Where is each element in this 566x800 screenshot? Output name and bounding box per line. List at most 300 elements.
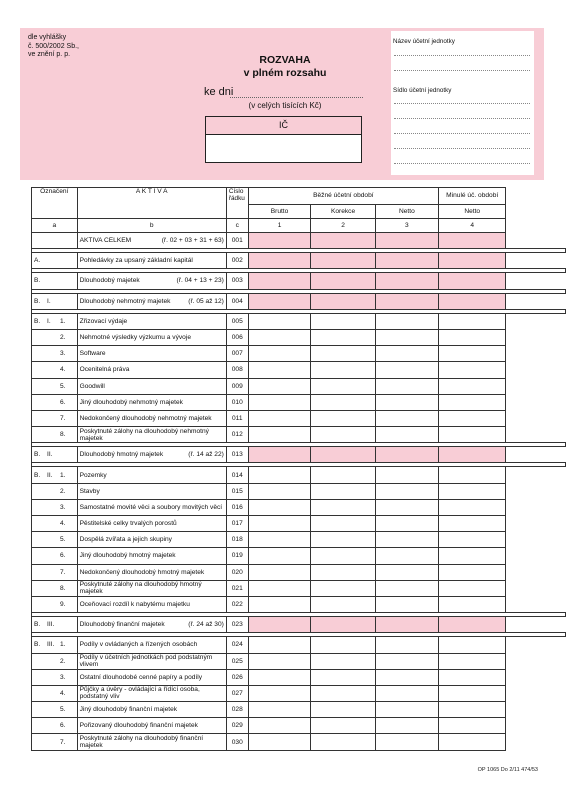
value-cell-gross[interactable] — [248, 346, 311, 362]
value-cell-net-prev[interactable] — [439, 329, 506, 345]
value-cell-net-prev[interactable] — [439, 685, 506, 701]
col-index-1: 1 — [248, 219, 311, 233]
table-row — [32, 516, 566, 532]
value-cell-correction[interactable] — [311, 718, 375, 734]
line-number: 001 — [226, 233, 248, 249]
designation-cell — [32, 273, 78, 289]
designation-cell — [32, 580, 78, 596]
value-cell-net[interactable] — [375, 669, 438, 685]
designation-letter — [34, 585, 47, 592]
value-cell-gross[interactable] — [248, 447, 311, 463]
item-name: Jiný dlouhodobý hmotný majetek — [79, 552, 176, 560]
value-cell-gross[interactable] — [248, 564, 311, 580]
col-current-period: Běžné účetní období — [248, 188, 438, 205]
designation-number: 6. — [60, 398, 66, 406]
value-cell-net-prev[interactable] — [439, 499, 506, 515]
value-cell-net-prev[interactable] — [439, 447, 506, 463]
item-name: Pořizovaný dlouhodobý finanční majetek — [79, 722, 198, 730]
value-cell-net-prev[interactable] — [439, 580, 506, 596]
col-designation: Označení — [32, 188, 78, 219]
col-correction: Korekce — [311, 204, 375, 218]
designation-letter — [34, 504, 47, 511]
item-cell — [77, 499, 226, 515]
value-cell-net[interactable] — [375, 564, 438, 580]
designation-number: 7. — [60, 738, 66, 746]
designation-letter — [34, 399, 47, 406]
value-cell-gross[interactable] — [248, 253, 311, 269]
value-cell-net[interactable] — [375, 499, 438, 515]
line-number: 002 — [226, 253, 248, 269]
value-cell-net-prev[interactable] — [439, 427, 506, 443]
designation-letter — [34, 366, 47, 373]
value-cell-correction[interactable] — [311, 702, 375, 718]
value-cell-net-prev[interactable] — [439, 653, 506, 669]
value-cell-correction[interactable] — [311, 467, 375, 483]
item-name: Nedokončený dlouhodobý hmotný majetek — [79, 568, 205, 576]
entity-seat-line[interactable] — [394, 148, 530, 149]
designation-roman — [47, 658, 60, 665]
value-cell-gross[interactable] — [248, 499, 311, 515]
item-cell — [77, 637, 226, 653]
value-cell-net[interactable] — [375, 253, 438, 269]
value-cell-correction[interactable] — [311, 313, 375, 329]
value-cell-gross[interactable] — [248, 467, 311, 483]
value-cell-net[interactable] — [375, 617, 438, 633]
value-cell-net[interactable] — [375, 233, 438, 249]
value-cell-correction[interactable] — [311, 596, 375, 612]
date-label: ke dni — [204, 86, 234, 98]
value-cell-gross[interactable] — [248, 410, 311, 426]
designation-roman: II. — [47, 451, 53, 459]
designation-roman — [47, 277, 60, 284]
col-index-3: 3 — [375, 219, 438, 233]
value-cell-net[interactable] — [375, 734, 438, 750]
designation-letter — [34, 431, 47, 438]
table-row — [32, 548, 566, 564]
item-formula: (ř. 04 + 13 + 23) — [176, 277, 224, 285]
line-number: 018 — [226, 532, 248, 548]
line-number: 021 — [226, 580, 248, 596]
item-cell — [77, 548, 226, 564]
entity-seat-label: Sídlo účetní jednotky — [393, 87, 452, 94]
value-cell-net-prev[interactable] — [439, 362, 506, 378]
value-cell-net-prev[interactable] — [439, 532, 506, 548]
value-cell-net-prev[interactable] — [439, 253, 506, 269]
item-formula: (ř. 14 až 22) — [188, 451, 224, 459]
designation-cell — [32, 394, 78, 410]
designation-roman: II. — [47, 471, 53, 479]
date-field[interactable] — [230, 97, 363, 98]
item-name: Dlouhodobý finanční majetek — [79, 621, 165, 629]
value-cell-correction[interactable] — [311, 548, 375, 564]
value-cell-net[interactable] — [375, 718, 438, 734]
assets-table — [31, 187, 566, 751]
value-cell-net[interactable] — [375, 548, 438, 564]
item-name: Nedokončený dlouhodobý nehmotný majetek — [79, 414, 212, 422]
designation-cell — [32, 233, 78, 249]
value-cell-gross[interactable] — [248, 293, 311, 309]
value-cell-gross[interactable] — [248, 516, 311, 532]
table-row — [32, 273, 566, 289]
table-row — [32, 669, 566, 685]
item-name: Pěstitelské celky trvalých porostů — [79, 520, 177, 528]
value-cell-net[interactable] — [375, 596, 438, 612]
item-cell — [77, 596, 226, 612]
table-row — [32, 293, 566, 309]
value-cell-correction[interactable] — [311, 253, 375, 269]
designation-roman: I. — [47, 317, 51, 325]
value-cell-gross[interactable] — [248, 734, 311, 750]
table-row — [32, 467, 566, 483]
value-cell-correction[interactable] — [311, 293, 375, 309]
line-number: 013 — [226, 447, 248, 463]
designation-roman — [47, 552, 60, 559]
designation-letter — [34, 520, 47, 527]
table-row — [32, 483, 566, 499]
designation-cell — [32, 702, 78, 718]
col-net: Netto — [375, 204, 438, 218]
value-cell-correction[interactable] — [311, 532, 375, 548]
value-cell-net[interactable] — [375, 378, 438, 394]
value-cell-gross[interactable] — [248, 362, 311, 378]
designation-number: 2. — [60, 487, 66, 495]
designation-roman — [47, 722, 60, 729]
designation-cell — [32, 293, 78, 309]
designation-number: 7. — [60, 568, 66, 576]
designation-number: 1. — [60, 641, 66, 649]
value-cell-net[interactable] — [375, 427, 438, 443]
value-cell-net-prev[interactable] — [439, 637, 506, 653]
value-cell-correction[interactable] — [311, 564, 375, 580]
designation-roman — [47, 585, 60, 592]
value-cell-net-prev[interactable] — [439, 233, 506, 249]
value-cell-net[interactable] — [375, 394, 438, 410]
table-row — [32, 580, 566, 596]
value-cell-correction[interactable] — [311, 637, 375, 653]
designation-cell — [32, 532, 78, 548]
value-cell-correction[interactable] — [311, 516, 375, 532]
item-name: Stavby — [79, 487, 100, 495]
entity-name-line[interactable] — [394, 55, 530, 56]
designation-cell — [32, 313, 78, 329]
line-number: 017 — [226, 516, 248, 532]
table-row — [32, 596, 566, 612]
item-name: Pozemky — [79, 471, 107, 479]
value-cell-gross[interactable] — [248, 548, 311, 564]
value-cell-gross[interactable] — [248, 637, 311, 653]
designation-number: 3. — [60, 673, 66, 681]
table-row — [32, 233, 566, 249]
value-cell-net-prev[interactable] — [439, 273, 506, 289]
item-name: Goodwill — [79, 382, 105, 390]
value-cell-net[interactable] — [375, 637, 438, 653]
col-previous-period: Minulé úč. období — [439, 188, 506, 205]
item-cell — [77, 293, 226, 309]
ic-label: IČ — [206, 117, 361, 135]
line-number: 022 — [226, 596, 248, 612]
value-cell-correction[interactable] — [311, 483, 375, 499]
designation-letter: B. — [34, 471, 41, 479]
value-cell-net[interactable] — [375, 516, 438, 532]
value-cell-net[interactable] — [375, 410, 438, 426]
item-name: Jiný dlouhodobý finanční majetek — [79, 706, 178, 714]
line-number: 005 — [226, 313, 248, 329]
col-gross: Brutto — [248, 204, 311, 218]
line-number: 004 — [226, 293, 248, 309]
value-cell-gross[interactable] — [248, 702, 311, 718]
designation-roman — [47, 601, 60, 608]
value-cell-net-prev[interactable] — [439, 734, 506, 750]
designation-number: 5. — [60, 706, 66, 714]
ic-field[interactable] — [206, 135, 361, 162]
item-cell — [77, 718, 226, 734]
designation-number: 6. — [60, 722, 66, 730]
value-cell-net-prev[interactable] — [439, 718, 506, 734]
designation-number: 4. — [60, 366, 66, 374]
item-cell — [77, 313, 226, 329]
table-row — [32, 427, 566, 443]
designation-roman — [47, 350, 60, 357]
value-cell-gross[interactable] — [248, 718, 311, 734]
designation-number: 3. — [60, 503, 66, 511]
designation-letter — [34, 536, 47, 543]
designation-number: 6. — [60, 552, 66, 560]
value-cell-gross[interactable] — [248, 685, 311, 701]
line-number: 008 — [226, 362, 248, 378]
designation-letter — [34, 350, 47, 357]
designation-cell — [32, 617, 78, 633]
value-cell-gross[interactable] — [248, 273, 311, 289]
value-cell-correction[interactable] — [311, 362, 375, 378]
value-cell-net-prev[interactable] — [439, 346, 506, 362]
value-cell-correction[interactable] — [311, 580, 375, 596]
value-cell-net-prev[interactable] — [439, 293, 506, 309]
entity-seat-line[interactable] — [394, 103, 530, 104]
designation-roman — [47, 520, 60, 527]
value-cell-net-prev[interactable] — [439, 394, 506, 410]
item-cell — [77, 516, 226, 532]
designation-cell — [32, 564, 78, 580]
item-name: Ocenitelná práva — [79, 366, 130, 374]
designation-number: 4. — [60, 689, 66, 697]
value-cell-net-prev[interactable] — [439, 548, 506, 564]
value-cell-net-prev[interactable] — [439, 669, 506, 685]
item-name: Nehmotné výsledky výzkumu a vývoje — [79, 334, 191, 342]
designation-letter — [34, 658, 47, 665]
designation-letter — [34, 552, 47, 559]
designation-cell — [32, 548, 78, 564]
designation-number — [60, 621, 72, 628]
designation-cell — [32, 362, 78, 378]
value-cell-net-prev[interactable] — [439, 516, 506, 532]
line-number: 010 — [226, 394, 248, 410]
value-cell-gross[interactable] — [248, 329, 311, 345]
item-name: Software — [79, 350, 106, 358]
item-cell — [77, 564, 226, 580]
value-cell-gross[interactable] — [248, 596, 311, 612]
entity-seat-line[interactable] — [394, 118, 530, 119]
value-cell-correction[interactable] — [311, 410, 375, 426]
value-cell-gross[interactable] — [248, 313, 311, 329]
designation-number — [60, 451, 72, 458]
form-code: OP 1065 Do 2/11 474/53 — [477, 767, 538, 773]
item-cell — [77, 410, 226, 426]
table-row — [32, 346, 566, 362]
designation-number: 5. — [60, 382, 66, 390]
value-cell-correction[interactable] — [311, 734, 375, 750]
designation-roman: III. — [47, 641, 55, 649]
value-cell-net[interactable] — [375, 273, 438, 289]
value-cell-net[interactable] — [375, 685, 438, 701]
item-cell — [77, 532, 226, 548]
line-number: 014 — [226, 467, 248, 483]
item-cell — [77, 253, 226, 269]
item-formula: (ř. 24 až 30) — [188, 621, 224, 629]
value-cell-gross[interactable] — [248, 669, 311, 685]
item-cell — [77, 233, 226, 249]
value-cell-gross[interactable] — [248, 394, 311, 410]
value-cell-net-prev[interactable] — [439, 313, 506, 329]
value-cell-net[interactable] — [375, 447, 438, 463]
item-name: Dlouhodobý hmotný majetek — [79, 451, 164, 459]
value-cell-gross[interactable] — [248, 427, 311, 443]
item-cell — [77, 394, 226, 410]
value-cell-net[interactable] — [375, 313, 438, 329]
value-cell-net[interactable] — [375, 702, 438, 718]
value-cell-gross[interactable] — [248, 532, 311, 548]
table-row — [32, 718, 566, 734]
value-cell-net-prev[interactable] — [439, 483, 506, 499]
value-cell-correction[interactable] — [311, 669, 375, 685]
designation-letter — [34, 415, 47, 422]
value-cell-correction[interactable] — [311, 427, 375, 443]
form-subtitle: v plném rozsahu — [243, 67, 327, 79]
value-cell-correction[interactable] — [311, 617, 375, 633]
item-cell — [77, 685, 226, 701]
item-name: Ostatní dlouhodobé cenné papíry a podíly — [79, 673, 203, 681]
designation-letter — [34, 334, 47, 341]
item-cell — [77, 378, 226, 394]
item-name: Dlouhodobý nehmotný majetek — [79, 297, 171, 305]
value-cell-net[interactable] — [375, 653, 438, 669]
designation-letter — [34, 601, 47, 608]
value-cell-gross[interactable] — [248, 617, 311, 633]
value-cell-gross[interactable] — [248, 233, 311, 249]
item-cell — [77, 734, 226, 750]
value-cell-net[interactable] — [375, 346, 438, 362]
value-cell-net-prev[interactable] — [439, 596, 506, 612]
entity-seat-line[interactable] — [394, 163, 530, 164]
designation-cell — [32, 346, 78, 362]
entity-seat-line[interactable] — [394, 133, 530, 134]
value-cell-correction[interactable] — [311, 273, 375, 289]
item-name: Dlouhodobý majetek — [79, 277, 140, 285]
value-cell-correction[interactable] — [311, 394, 375, 410]
value-cell-net[interactable] — [375, 329, 438, 345]
value-cell-correction[interactable] — [311, 447, 375, 463]
col-assets: A K T I V A — [77, 188, 226, 219]
value-cell-net[interactable] — [375, 362, 438, 378]
designation-cell — [32, 467, 78, 483]
designation-letter: A. — [34, 257, 41, 265]
designation-letter — [34, 674, 47, 681]
value-cell-net-prev[interactable] — [439, 378, 506, 394]
designation-number: 3. — [60, 350, 66, 358]
value-cell-net[interactable] — [375, 580, 438, 596]
col-index-c: c — [226, 219, 248, 233]
designation-cell — [32, 685, 78, 701]
designation-roman — [47, 334, 60, 341]
entity-name-line[interactable] — [394, 70, 530, 71]
value-cell-gross[interactable] — [248, 653, 311, 669]
item-name: Dospělá zvířata a jejich skupiny — [79, 536, 172, 544]
table-row — [32, 447, 566, 463]
designation-roman — [47, 399, 60, 406]
value-cell-correction[interactable] — [311, 378, 375, 394]
value-cell-correction[interactable] — [311, 653, 375, 669]
designation-cell — [32, 734, 78, 750]
item-name: Poskytnuté zálohy na dlouhodobý hmotný majetek — [79, 581, 202, 596]
table-row — [32, 329, 566, 345]
item-cell — [77, 273, 226, 289]
value-cell-correction[interactable] — [311, 233, 375, 249]
line-number: 026 — [226, 669, 248, 685]
designation-number: 1. — [60, 317, 66, 325]
value-cell-net-prev[interactable] — [439, 467, 506, 483]
item-cell — [77, 702, 226, 718]
designation-number — [60, 257, 72, 264]
value-cell-net[interactable] — [375, 483, 438, 499]
value-cell-net[interactable] — [375, 532, 438, 548]
item-name: Jiný dlouhodobý nehmotný majetek — [79, 398, 183, 406]
value-cell-correction[interactable] — [311, 329, 375, 345]
value-cell-net-prev[interactable] — [439, 564, 506, 580]
item-cell — [77, 467, 226, 483]
col-net-prev: Netto — [439, 204, 506, 218]
line-number: 003 — [226, 273, 248, 289]
item-cell — [77, 617, 226, 633]
designation-letter: B. — [34, 317, 41, 325]
value-cell-correction[interactable] — [311, 346, 375, 362]
item-name: AKTIVA CELKEM — [79, 237, 132, 245]
table-row — [32, 378, 566, 394]
value-cell-net[interactable] — [375, 467, 438, 483]
designation-letter — [34, 569, 47, 576]
table-row — [32, 685, 566, 701]
value-cell-gross[interactable] — [248, 378, 311, 394]
item-cell — [77, 653, 226, 669]
value-cell-correction[interactable] — [311, 499, 375, 515]
value-cell-net-prev[interactable] — [439, 702, 506, 718]
line-number: 024 — [226, 637, 248, 653]
designation-roman — [47, 569, 60, 576]
value-cell-gross[interactable] — [248, 580, 311, 596]
table-row — [32, 313, 566, 329]
designation-cell — [32, 499, 78, 515]
value-cell-net[interactable] — [375, 293, 438, 309]
line-number: 007 — [226, 346, 248, 362]
line-number: 016 — [226, 499, 248, 515]
value-cell-net-prev[interactable] — [439, 617, 506, 633]
value-cell-net-prev[interactable] — [439, 410, 506, 426]
item-cell — [77, 346, 226, 362]
designation-cell — [32, 718, 78, 734]
value-cell-gross[interactable] — [248, 483, 311, 499]
designation-roman: III. — [47, 621, 55, 629]
col-index-2: 2 — [311, 219, 375, 233]
designation-cell — [32, 516, 78, 532]
value-cell-correction[interactable] — [311, 685, 375, 701]
